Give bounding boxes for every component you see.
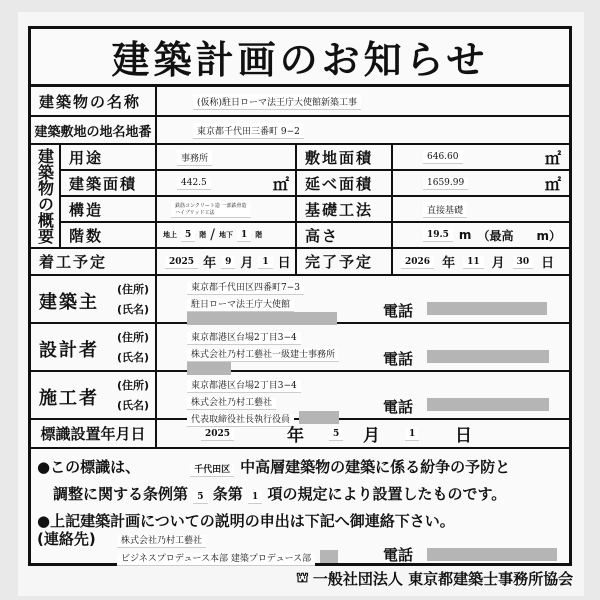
owner-label: 建築主 <box>39 292 99 313</box>
builder-representative: 代表取締役社長執行役員 <box>187 414 294 426</box>
phone-label: 電話 <box>383 546 414 564</box>
height-label: 高さ <box>297 223 393 249</box>
association-logo-icon: ⛫ <box>296 569 309 586</box>
floors-label: 階数 <box>61 223 157 249</box>
page-title: 建築計画のお知らせ <box>31 29 569 87</box>
day-unit: 日 <box>541 256 555 271</box>
year-unit: 年 <box>442 256 456 271</box>
redacted-block <box>320 550 338 563</box>
ward-value: 千代田区 <box>190 464 234 476</box>
use-label: 用途 <box>61 145 157 171</box>
name-label: (氏名) <box>117 399 150 412</box>
site-label: 建築敷地の地名地番 <box>31 117 157 145</box>
owner-name: 駐日ローマ法王庁大使館 <box>187 299 294 311</box>
clause-value: 1 <box>248 491 262 503</box>
start-label: 着工予定 <box>31 249 157 276</box>
structure-value: 鉄筋コンクリート造 一部鉄骨造ハイブリッド工法 <box>171 201 251 217</box>
contact-company: 株式会社乃村工藝社 <box>117 535 206 547</box>
overview-label: 建築物の概要 <box>31 145 61 249</box>
site-area-unit: ㎡ <box>544 148 561 168</box>
start-year: 2025 <box>165 256 198 268</box>
start-month: 9 <box>221 256 235 268</box>
building-area-value: 442.5 <box>177 177 211 189</box>
notes <box>37 455 565 564</box>
day-unit: 日 <box>455 426 472 446</box>
redacted-phone <box>427 350 549 363</box>
owner-address: 東京都千代田区四番町7−3 <box>187 282 304 294</box>
phone-label: 電話 <box>383 302 414 320</box>
note-text: 条第 <box>212 485 243 503</box>
name-label: (氏名) <box>117 351 150 364</box>
address-label: (住所) <box>117 331 150 344</box>
builder-label: 施工者 <box>39 388 99 409</box>
redacted-phone <box>427 548 557 561</box>
below-ground-label: 地下 <box>218 231 233 239</box>
name-label: 建築物の名称 <box>31 87 157 117</box>
floor-area-label: 延べ面積 <box>297 171 393 197</box>
month-unit: 月 <box>491 256 505 271</box>
structure-label: 構造 <box>61 197 157 223</box>
note-text: ●上記建築計画についての説明の申出は下記へ御連絡下さい。 <box>37 512 455 530</box>
owner-row <box>31 276 569 324</box>
footer <box>296 568 573 589</box>
designer-row <box>31 324 569 372</box>
posted-date-label: 標識設置年月日 <box>31 420 157 449</box>
floor-unit: 階 <box>255 231 263 239</box>
foundation-value: 直接基礎 <box>423 202 467 217</box>
name-value: (仮称)駐日ローマ法王庁大使館新築工事 <box>193 94 361 109</box>
floor-area-unit: ㎡ <box>544 174 561 194</box>
use-value: 事務所 <box>177 150 212 165</box>
foundation-label: 基礎工法 <box>297 197 393 223</box>
association-name: 一般社団法人 東京都建築士事務所協会 <box>312 570 574 588</box>
builder-row <box>31 372 569 425</box>
note-text: ●この標識は、 <box>37 458 141 476</box>
month-unit: 月 <box>363 426 380 446</box>
address-label: (住所) <box>117 379 150 392</box>
above-ground-label: 地上 <box>163 231 177 239</box>
phone-label: 電話 <box>383 398 414 416</box>
posted-month: 5 <box>329 428 343 440</box>
year-unit: 年 <box>203 256 217 271</box>
posted-day: 1 <box>405 428 419 440</box>
builder-name: 株式会社乃村工藝社 <box>187 397 276 409</box>
notice-frame: 建築計画のお知らせ 建築物の名称 (仮称)駐日ローマ法王庁大使館新築工事 建築敷地の地名地番 東京都千代田三番町 9−2 建築物の概要 用途 事務所 敷地面積 646.60 ㎡ 建築面積 442.5 ㎡ 延べ面積 1659.99 ㎡ 構造 鉄筋コンクリート造 一部鉄骨造ハイブリッド工法 基礎工法 直接基礎 階数 地上 5 階 / 地下 1 階 高さ 19.5 m （最高 m） 着工予定 2025 年 9 月 1 日 完了予定 2026 年 11 月 30 日 建築主 (住所) (氏名) 東京都千代田区四番町7−3 駐日ローマ法王庁大使館 電話 設計者 (住所) (氏名) 東京都港区台場2丁目3−4 株式会社乃村工藝社一級建士事務所 電話 施工者 (住所) (氏名) 東京都港区台場2丁目3−4 株式会社乃村工藝社 代表取締役社長執行役員 電話 標識設置年月日 2025 年 5 月 1 日 ●この標識は、 千代田区 中高層建築物の建築に係る紛争の予防と 調整に関する条例第 5 条第 1 項の規定により設置したものです。 ●上記建築計画についての説明の申出は下記へ御連絡下さい。 (連絡先) 株式会社乃村工藝社 ビジネスプロデュース本部 建築プロデュース部 電話 <box>28 26 572 566</box>
finish-year: 2026 <box>401 256 434 268</box>
contact-label: (連絡先) <box>37 530 96 548</box>
building-area-unit: ㎡ <box>272 174 289 194</box>
redacted-phone <box>427 398 549 411</box>
above-ground-value: 5 <box>181 229 195 241</box>
name-label: (氏名) <box>117 303 150 316</box>
note-text: 調整に関する条例第 <box>53 485 189 503</box>
article-value: 5 <box>193 491 207 503</box>
max-height-label: （最高 <box>477 228 514 243</box>
building-area-label: 建築面積 <box>61 171 157 197</box>
height-value: 19.5 <box>423 229 453 241</box>
year-unit: 年 <box>287 426 304 446</box>
note-text: 項の規定により設置したものです。 <box>267 485 507 503</box>
max-height-unit: m） <box>536 228 561 243</box>
finish-month: 11 <box>463 256 484 268</box>
below-ground-value: 1 <box>237 229 251 241</box>
contact-department: ビジネスプロデュース本部 建築プロデュース部 <box>117 553 315 565</box>
floor-area-value: 1659.99 <box>423 177 468 189</box>
finish-label: 完了予定 <box>297 249 393 276</box>
posted-year: 2025 <box>201 428 234 440</box>
site-value: 東京都千代田三番町 9−2 <box>193 123 304 138</box>
site-area-value: 646.60 <box>423 151 463 163</box>
redacted-phone <box>427 302 547 315</box>
phone-label: 電話 <box>383 350 414 368</box>
start-day: 1 <box>258 256 272 268</box>
site-area-label: 敷地面積 <box>297 145 393 171</box>
designer-label: 設計者 <box>39 340 99 361</box>
finish-day: 30 <box>513 256 534 268</box>
month-unit: 月 <box>240 256 254 271</box>
designer-address: 東京都港区台場2丁目3−4 <box>187 332 301 344</box>
note-text: 中高層建築物の建築に係る紛争の予防と <box>240 458 511 476</box>
address-label: (住所) <box>117 283 150 296</box>
floor-unit: 階 <box>199 231 207 239</box>
height-unit: m <box>458 228 472 242</box>
designer-name: 株式会社乃村工藝社一級建士事務所 <box>187 349 339 361</box>
builder-address: 東京都港区台場2丁目3−4 <box>187 380 301 392</box>
day-unit: 日 <box>277 256 291 271</box>
